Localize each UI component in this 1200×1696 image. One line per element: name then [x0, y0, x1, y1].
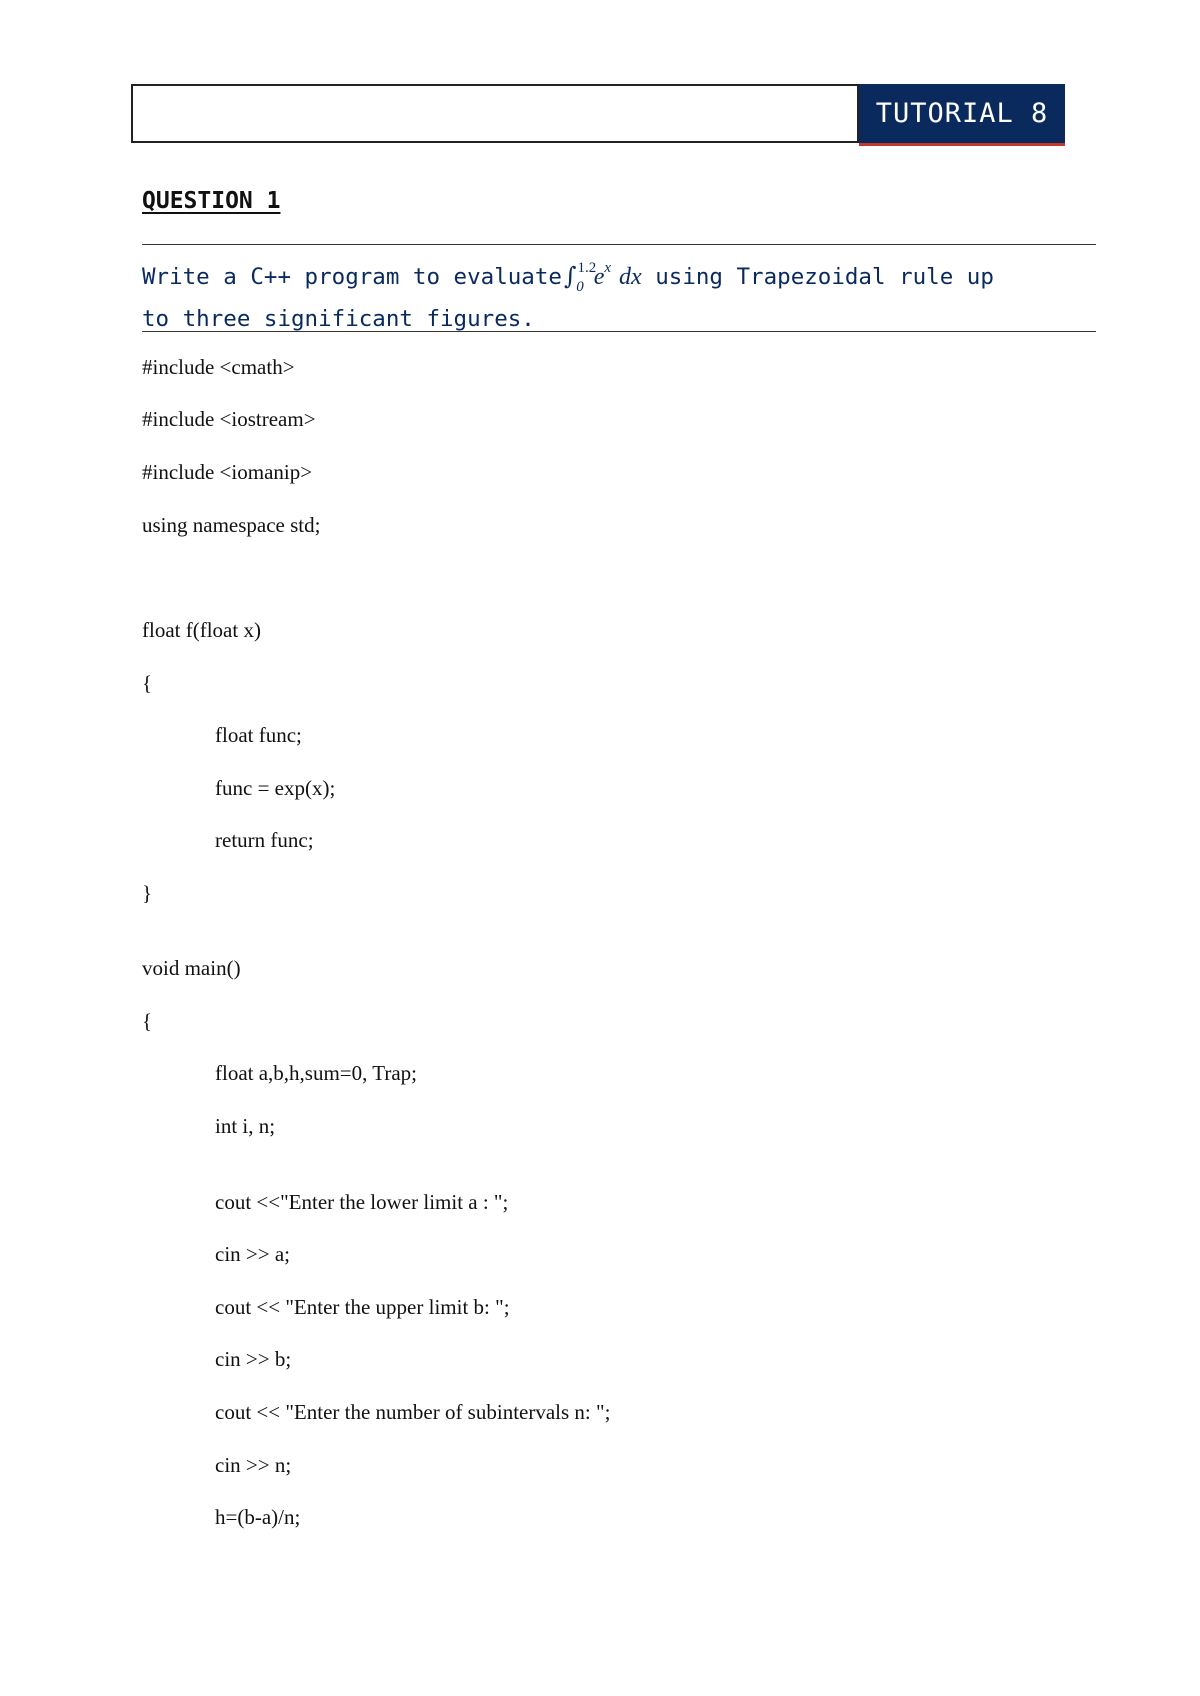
code-line: cin >> n;: [215, 1453, 292, 1477]
header-title-box: [131, 84, 859, 143]
code-line: {: [142, 671, 153, 695]
prompt-top-rule: [142, 244, 1096, 245]
tutorial-label: TUTORIAL 8: [875, 98, 1049, 129]
code-line: float f(float x): [142, 618, 261, 642]
code-line: #include <iostream>: [142, 407, 316, 431]
question-heading: QUESTION 1: [142, 188, 281, 214]
code-line: int i, n;: [215, 1114, 276, 1138]
integrand: [593, 260, 612, 290]
code-line: float func;: [215, 723, 302, 747]
code-line: func = exp(x);: [215, 776, 336, 800]
code-line: #include <cmath>: [142, 355, 295, 379]
prompt-text-start: Write a C++ program to evaluate: [142, 264, 562, 290]
code-line: return func;: [215, 828, 314, 852]
code-line: cout << "Enter the upper limit b: ";: [215, 1295, 510, 1319]
prompt-line-2: to three significant figures.: [142, 306, 535, 332]
integrand-base: e: [593, 264, 605, 290]
code-line: cout << "Enter the number of subintervals n: ";: [215, 1400, 611, 1424]
integral-upper-limit: 1.2: [577, 260, 597, 276]
code-line: h=(b-a)/n;: [215, 1505, 301, 1529]
integral-lower-limit: 0: [576, 279, 584, 295]
code-line: }: [142, 881, 153, 905]
code-line: using namespace std;: [142, 513, 321, 537]
integral-differential: dx: [619, 264, 642, 290]
code-line: float a,b,h,sum=0, Trap;: [215, 1061, 418, 1085]
integral-sign: ∫: [563, 262, 577, 290]
question-prompt: [142, 252, 1096, 339]
prompt-bottom-rule: [142, 331, 1096, 332]
integral-expression: [562, 260, 642, 295]
prompt-line-1: [142, 252, 1096, 300]
tutorial-tag: [859, 84, 1065, 146]
code-line: void main(): [142, 956, 241, 980]
integrand-exponent: x: [604, 260, 612, 276]
code-line: cin >> b;: [215, 1347, 292, 1371]
code-line: cin >> a;: [215, 1242, 290, 1266]
code-line: cout <<"Enter the lower limit a : ";: [215, 1190, 509, 1214]
code-line: #include <iomanip>: [142, 460, 313, 484]
prompt-text-end: using Trapezoidal rule up: [641, 264, 994, 290]
code-line: {: [142, 1009, 153, 1033]
